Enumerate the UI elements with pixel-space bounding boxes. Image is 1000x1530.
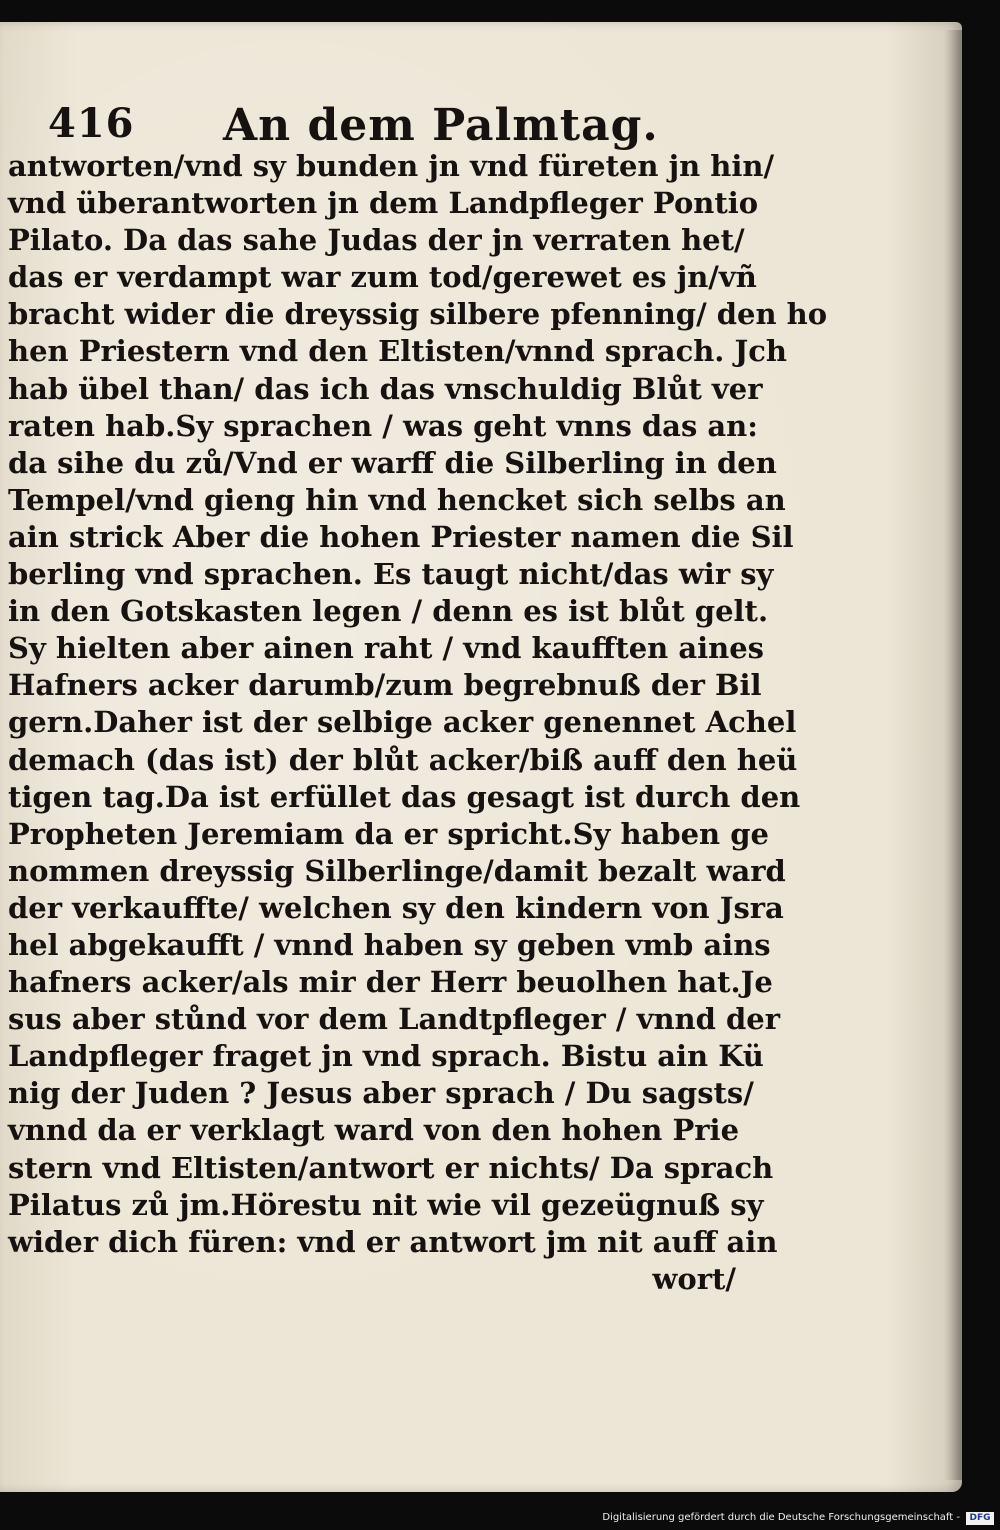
text-line: wider dich füren: vnd er antwort jm nit auff ain (8, 1224, 778, 1259)
page-number: 416 (48, 100, 135, 147)
text-line: Propheten Jeremiam da er spricht.Sy haben ge (8, 816, 769, 851)
text-line: Pilatus zů jm.Hörestu nit wie vil gezeügnuß sy (8, 1187, 764, 1222)
text-line: sus aber stůnd vor dem Landtpfleger / vnnd der (8, 1002, 781, 1037)
text-line: Tempel/vnd gieng hin vnd hencket sich selbs an (8, 482, 786, 517)
text-line: das er verdampt war zum tod/gerewet es jn/vñ (8, 260, 757, 295)
text-line: demach (das ist) der blůt acker/biß auff den heü (8, 742, 798, 777)
text-line: bracht wider die dreyssig silbere pfenning/ den ho (8, 297, 828, 332)
text-line: hafners acker/als mir der Herr beuolhen hat.Je (8, 965, 773, 1000)
catchword: wort/ (652, 1261, 736, 1296)
text-line: stern vnd Eltisten/antwort er nichts/ Da sprach (8, 1150, 774, 1185)
text-line: Landpfleger fraget jn vnd sprach. Bistu ain Kü (8, 1039, 764, 1074)
text-line: Sy hielten aber ainen raht / vnd kaufften aines (8, 631, 765, 666)
text-line: Pilato. Da das sahe Judas der jn verraten het/ (8, 223, 745, 258)
body-text (8, 148, 828, 1298)
text-line: tigen tag.Da ist erfüllet das gesagt ist durch den (8, 779, 801, 814)
text-line: nig der Juden ? Jesus aber sprach / Du sagsts/ (8, 1076, 754, 1111)
text-line: der verkauffte/ welchen sy den kindern von Jsra (8, 890, 784, 925)
text-line: raten hab.Sy sprachen / was geht vnns das an: (8, 408, 758, 443)
text-line: hab übel than/ das ich das vnschuldig Blůt ver (8, 371, 763, 406)
funding-credit: Digitalisierung gefördert durch die Deutsche Forschungsgemeinschaft - (602, 1512, 960, 1523)
text-line: antworten/vnd sy bunden jn vnd füreten jn hin/ (8, 149, 775, 183)
text-line: hen Priestern vnd den Eltisten/vnnd sprach. Jch (8, 334, 787, 369)
text-line: vnnd da er verklagt ward von den hohen Prie (8, 1113, 740, 1148)
dfg-logo: DFG (966, 1512, 994, 1525)
page-edge-shadow (944, 30, 962, 1480)
text-line: berling vnd sprachen. Es taugt nicht/das wir sy (8, 557, 774, 592)
text-line: gern.Daher ist der selbige acker genennet Achel (8, 705, 797, 740)
text-line: nommen dreyssig Silberlinge/damit bezalt ward (8, 853, 786, 888)
text-line: in den Gotskasten legen / denn es ist blůt gelt. (8, 594, 769, 629)
text-line: hel abgekaufft / vnnd haben sy geben vmb ains (8, 927, 771, 962)
running-head: An dem Palmtag. (223, 100, 659, 151)
text-line: ain strick Aber die hohen Priester namen die Sil (8, 519, 794, 554)
footer-bar (0, 1508, 1000, 1530)
text-line: da sihe du zů/Vnd er warff die Silberling in den (8, 445, 777, 480)
text-line: Hafners acker darumb/zum begrebnuß der Bil (8, 668, 762, 703)
text-line: vnd überantworten jn dem Landpfleger Pontio (8, 186, 759, 221)
